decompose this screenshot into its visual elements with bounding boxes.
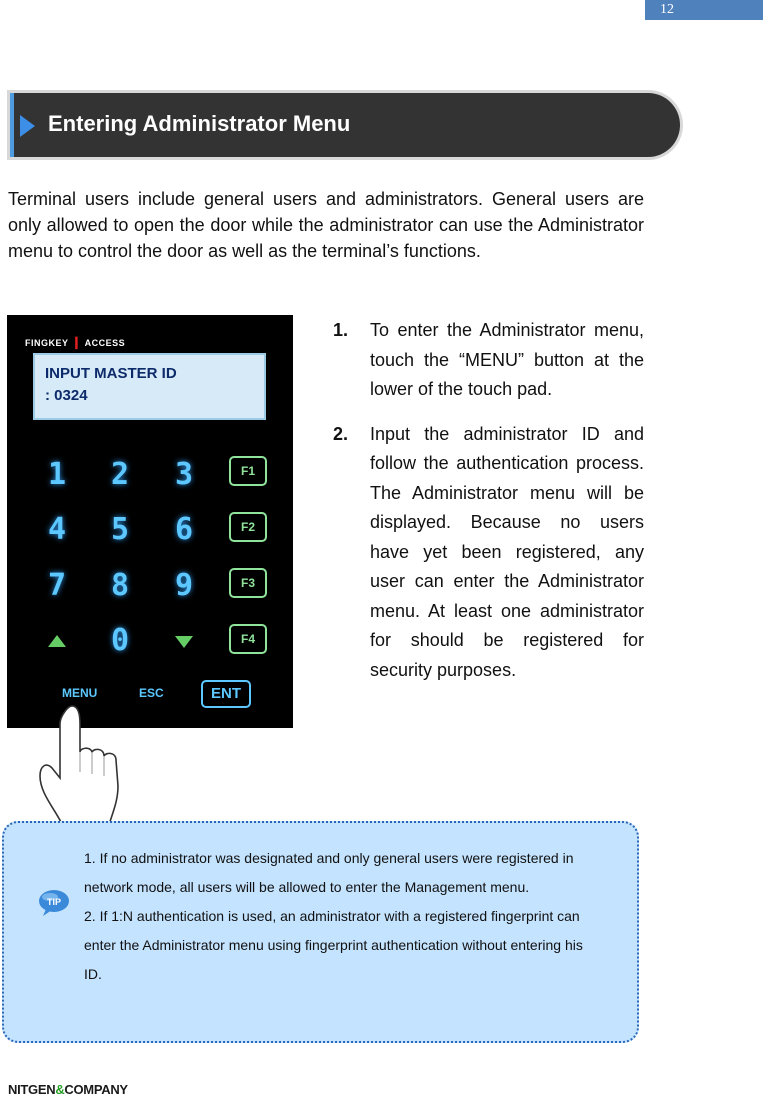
arrow-down-icon[interactable] (175, 636, 193, 648)
device-screen (33, 353, 266, 420)
step-text: Input the administrator ID and follow the authentication process. The Administrator menu will be displayed. Because no users have yet been registered, any user can enter the Administrator menu. At least one administrator for should be registered for security purposes. (370, 423, 644, 680)
ent-button[interactable]: ENT (201, 680, 251, 708)
tip-speech-bubble-icon (38, 889, 70, 917)
steps-list (333, 316, 644, 685)
arrow-up-icon[interactable] (48, 635, 66, 647)
footer-brand-right: COMPANY (64, 1082, 128, 1097)
device-logo-right: ACCESS (84, 338, 126, 348)
tip-icon-label: TIP (46, 897, 62, 907)
step-item (333, 420, 644, 686)
key-f1[interactable]: F1 (229, 456, 267, 486)
section-title: Entering Administrator Menu (48, 111, 351, 136)
tip-text (84, 844, 584, 989)
step-number: 2. (333, 423, 349, 444)
step-item (333, 316, 644, 405)
intro-paragraph: Terminal users include general users and administrators. General users are only allowed to open the door while the administrator can use the Administrator menu to control the door as well as the terminal’s functions. (8, 189, 644, 261)
menu-button[interactable]: MENU (62, 686, 98, 700)
key-2[interactable]: 2 (110, 457, 130, 492)
section-header-bar (10, 93, 680, 157)
key-f4[interactable]: F4 (229, 624, 267, 654)
key-4[interactable]: 4 (47, 512, 67, 547)
footer-brand-logo (8, 1082, 128, 1097)
footer-brand-left: NITGEN (8, 1082, 56, 1097)
footer-brand-amp: & (55, 1082, 65, 1097)
screen-line-2: : 0324 (45, 387, 88, 404)
key-0[interactable]: 0 (110, 623, 130, 658)
key-f3[interactable]: F3 (229, 568, 267, 598)
key-6[interactable]: 6 (174, 512, 194, 547)
step-number: 1. (333, 320, 349, 340)
device-logo-left: FINGKEY (25, 338, 69, 348)
key-1[interactable]: 1 (47, 457, 67, 492)
esc-button[interactable]: ESC (139, 686, 164, 700)
key-8[interactable]: 8 (110, 568, 130, 603)
tip-line-2: 2. If 1:N authentication is used, an administrator with a registered fingerprint can enter the Administrator menu using fingerprint authentication without entering his ID. (84, 908, 583, 982)
tip-box (2, 821, 639, 1043)
pointing-hand-icon (34, 690, 134, 830)
device-logo (25, 335, 125, 349)
key-3[interactable]: 3 (174, 457, 194, 492)
terminal-keypad-image (7, 315, 293, 728)
key-9[interactable]: 9 (174, 568, 194, 603)
page-number: 12 (645, 0, 763, 20)
key-f2[interactable]: F2 (229, 512, 267, 542)
play-arrow-icon (20, 115, 35, 137)
key-7[interactable]: 7 (47, 568, 67, 603)
fingerprint-logo-icon: ❙ (71, 335, 82, 349)
tip-line-1: 1. If no administrator was designated and only general users were registered in network mode, all users will be allowed to enter the Management menu. (84, 850, 574, 895)
step-text: To enter the Administrator menu, touch the “MENU” button at the lower of the touch pad. (370, 320, 644, 399)
key-5[interactable]: 5 (110, 512, 130, 547)
screen-line-1: INPUT MASTER ID (45, 365, 177, 382)
section-header (7, 90, 683, 160)
